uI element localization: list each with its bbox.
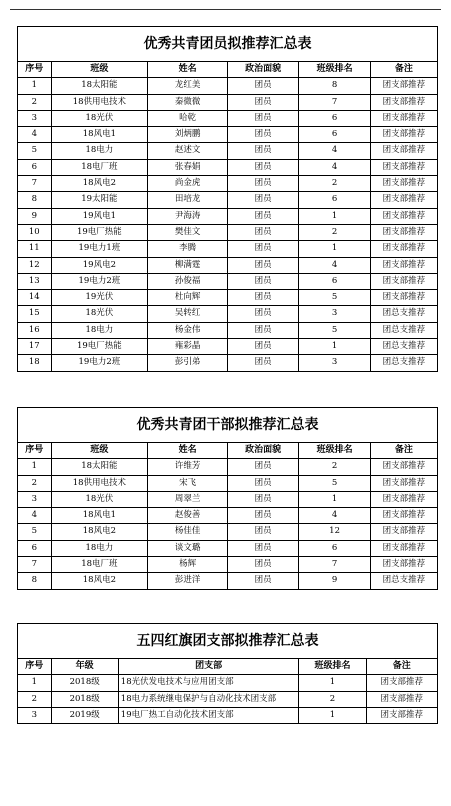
header-row [18,659,438,675]
table-cell: 2019级 [51,707,118,723]
table-cell: 19电厂热能 [51,339,148,355]
table-cell: 18电力 [51,322,148,338]
table-cell: 团员 [227,143,298,159]
table-cell: 1 [299,339,370,355]
column-header: 团支部 [118,659,299,675]
excellent-member-table [17,26,438,372]
table-row [18,355,438,371]
table-cell: 团员 [227,94,298,110]
table-cell: 18电厂班 [51,557,148,573]
table-cell: 雍彩晶 [148,339,228,355]
table-row [18,491,438,507]
table-cell: 团支部推荐 [370,273,437,289]
table-row [18,176,438,192]
table-cell: 团员 [227,573,298,589]
column-header: 政治面貌 [227,443,298,459]
table-cell: 2 [18,475,52,491]
table-cell: 杨佳佳 [148,524,228,540]
table-row [18,557,438,573]
table-row [18,224,438,240]
table-cell: 7 [299,94,370,110]
table-cell: 14 [18,290,52,306]
table-cell: 4 [299,257,370,273]
table-cell: 团员 [227,159,298,175]
column-header: 班级排名 [299,659,366,675]
table-cell: 19电厂热工自动化技术团支部 [118,707,299,723]
table-cell: 团支部推荐 [370,192,437,208]
table-cell: 杜向辉 [148,290,228,306]
table-cell: 团支部推荐 [370,540,437,556]
column-header: 班级 [51,62,148,78]
table-cell: 18风电2 [51,573,148,589]
table-cell: 团员 [227,322,298,338]
table-cell: 团总支推荐 [370,573,437,589]
table-row [18,524,438,540]
table-cell: 12 [18,257,52,273]
table-cell: 6 [299,127,370,143]
table-cell: 2 [18,94,52,110]
table-row [18,94,438,110]
table-cell: 18光伏 [51,491,148,507]
table-cell: 团支部推荐 [370,557,437,573]
table-cell: 3 [299,306,370,322]
table-cell: 18光伏 [51,110,148,126]
table-cell: 3 [18,491,52,507]
table-cell: 18光伏 [51,306,148,322]
table-cell: 18电力 [51,143,148,159]
table-cell: 2018级 [51,675,118,691]
table-row [18,508,438,524]
table-cell: 18供用电技术 [51,94,148,110]
table-cell: 6 [299,540,370,556]
column-header: 姓名 [148,62,228,78]
table-cell: 18 [18,355,52,371]
table-cell: 团支部推荐 [370,127,437,143]
table-cell: 19电力2班 [51,355,148,371]
table-cell: 李腾 [148,241,228,257]
table-cell: 19风电1 [51,208,148,224]
table-body [18,459,438,589]
table-cell: 孙俊福 [148,273,228,289]
table-cell: 2 [299,459,370,475]
table-cell: 团员 [227,508,298,524]
table-cell: 19风电2 [51,257,148,273]
table-cell: 团员 [227,306,298,322]
table-row [18,143,438,159]
table-cell: 2 [18,691,52,707]
table-cell: 19光伏 [51,290,148,306]
column-header: 备注 [366,659,437,675]
table-cell: 19电厂热能 [51,224,148,240]
table-title: 优秀共青团员拟推荐汇总表 [17,26,438,61]
table-body [18,78,438,371]
table-row [18,192,438,208]
table-cell: 团总支推荐 [370,322,437,338]
table-cell: 18风电2 [51,524,148,540]
table-cell: 1 [299,675,366,691]
table-cell: 3 [18,707,52,723]
table-cell: 6 [299,273,370,289]
table-cell: 2 [299,691,366,707]
table-cell: 18电厂班 [51,159,148,175]
table-cell: 团员 [227,290,298,306]
table-cell: 尚金虎 [148,176,228,192]
table-cell: 9 [18,208,52,224]
table-cell: 团支部推荐 [366,675,437,691]
table-cell: 8 [18,573,52,589]
table-row [18,675,438,691]
table-cell: 谈文璐 [148,540,228,556]
table-cell: 4 [18,127,52,143]
column-header: 序号 [18,659,52,675]
table-cell: 5 [18,143,52,159]
table-row [18,707,438,723]
table-cell: 团支部推荐 [370,241,437,257]
table-cell: 柳满霆 [148,257,228,273]
table-cell: 18太阳能 [51,78,148,94]
table-row [18,322,438,338]
table-cell: 16 [18,322,52,338]
table-cell: 10 [18,224,52,240]
column-header: 政治面貌 [227,62,298,78]
table-cell: 团支部推荐 [370,110,437,126]
table-row [18,475,438,491]
table-cell: 6 [18,159,52,175]
table-row [18,573,438,589]
red-flag-branch-table [17,623,438,724]
table-cell: 团支部推荐 [370,491,437,507]
table-cell: 团员 [227,355,298,371]
table-cell: 团员 [227,208,298,224]
table-cell: 18太阳能 [51,459,148,475]
table-row [18,241,438,257]
table-cell: 11 [18,241,52,257]
table-cell: 团支部推荐 [370,459,437,475]
table-cell: 7 [18,557,52,573]
table-cell: 团支部推荐 [370,508,437,524]
table-cell: 8 [299,78,370,94]
table-cell: 8 [18,192,52,208]
table-cell: 5 [299,290,370,306]
table-cell: 1 [299,707,366,723]
table-row [18,257,438,273]
table-cell: 团员 [227,459,298,475]
table-cell: 团员 [227,475,298,491]
table-row [18,339,438,355]
table-cell: 赵述文 [148,143,228,159]
table-cell: 6 [299,192,370,208]
table-cell: 5 [18,524,52,540]
table-cell: 团员 [227,127,298,143]
table-row [18,459,438,475]
table-cell: 团员 [227,557,298,573]
table-cell: 团员 [227,273,298,289]
table-cell: 4 [18,508,52,524]
table-cell: 团总支推荐 [370,339,437,355]
table-title: 优秀共青团干部拟推荐汇总表 [17,407,438,442]
table-cell: 5 [299,322,370,338]
table-row [18,306,438,322]
table-cell: 团支部推荐 [370,524,437,540]
excellent-cadre-table [17,407,438,590]
table-cell: 18风电1 [51,508,148,524]
table-cell: 龙红美 [148,78,228,94]
table-cell: 1 [299,208,370,224]
table-cell: 7 [18,176,52,192]
column-header: 班级 [51,443,148,459]
table-cell: 1 [299,491,370,507]
table-cell: 团支部推荐 [370,224,437,240]
table-cell: 18风电2 [51,176,148,192]
table-cell: 19太阳能 [51,192,148,208]
table-cell: 2 [299,224,370,240]
table-cell: 团员 [227,339,298,355]
table-cell: 18电力系统继电保护与自动化技术团支部 [118,691,299,707]
table-cell: 6 [299,110,370,126]
table-cell: 18光伏发电技术与应用团支部 [118,675,299,691]
table-title: 五四红旗团支部拟推荐汇总表 [17,623,438,658]
table-cell: 团总支推荐 [370,306,437,322]
table-cell: 团员 [227,192,298,208]
table-cell: 19电力1班 [51,241,148,257]
table-cell: 团支部推荐 [370,475,437,491]
table-cell: 1 [18,675,52,691]
table-cell: 6 [18,540,52,556]
table-cell: 赵俊善 [148,508,228,524]
table-cell: 哈乾 [148,110,228,126]
table-cell: 9 [299,573,370,589]
table-row [18,290,438,306]
table-cell: 张春娟 [148,159,228,175]
table-cell: 1 [18,78,52,94]
table-cell: 团员 [227,110,298,126]
table-cell: 团支部推荐 [370,257,437,273]
table-cell: 18供用电技术 [51,475,148,491]
table-cell: 彭进洋 [148,573,228,589]
table-cell: 吴转红 [148,306,228,322]
table-cell: 1 [18,459,52,475]
table-cell: 杨辉 [148,557,228,573]
table-cell: 17 [18,339,52,355]
column-header: 姓名 [148,443,228,459]
table-row [18,127,438,143]
column-header: 班级排名 [299,62,370,78]
table-cell: 3 [299,355,370,371]
table-cell: 4 [299,159,370,175]
table-cell: 3 [18,110,52,126]
table-cell: 杨金伟 [148,322,228,338]
data-table [17,61,438,372]
data-table [17,658,438,724]
column-header: 班级排名 [299,443,370,459]
table-row [18,78,438,94]
table-cell: 团支部推荐 [370,143,437,159]
table-row [18,273,438,289]
table-cell: 5 [299,475,370,491]
table-cell: 18电力 [51,540,148,556]
table-row [18,110,438,126]
table-cell: 团员 [227,241,298,257]
table-cell: 彭引弟 [148,355,228,371]
table-cell: 团支部推荐 [370,94,437,110]
column-header: 备注 [370,443,437,459]
table-cell: 12 [299,524,370,540]
table-cell: 团总支推荐 [370,355,437,371]
column-header: 备注 [370,62,437,78]
table-cell: 团支部推荐 [366,691,437,707]
table-cell: 团员 [227,540,298,556]
table-cell: 团支部推荐 [370,290,437,306]
data-table [17,442,438,590]
table-row [18,208,438,224]
table-cell: 刘炳鹏 [148,127,228,143]
table-cell: 4 [299,508,370,524]
column-header: 序号 [18,443,52,459]
table-cell: 尹海涛 [148,208,228,224]
table-cell: 18风电1 [51,127,148,143]
table-cell: 团员 [227,524,298,540]
page-top-rule [10,9,441,10]
table-cell: 4 [299,143,370,159]
table-row [18,691,438,707]
table-row [18,540,438,556]
table-cell: 15 [18,306,52,322]
table-cell: 团支部推荐 [366,707,437,723]
table-cell: 13 [18,273,52,289]
header-row [18,443,438,459]
table-cell: 团支部推荐 [370,78,437,94]
table-cell: 宋飞 [148,475,228,491]
table-cell: 1 [299,241,370,257]
table-cell: 团员 [227,257,298,273]
table-cell: 团员 [227,491,298,507]
header-row [18,62,438,78]
table-cell: 周翠兰 [148,491,228,507]
table-cell: 7 [299,557,370,573]
table-cell: 2018级 [51,691,118,707]
table-cell: 团员 [227,224,298,240]
table-cell: 19电力2班 [51,273,148,289]
table-cell: 田培龙 [148,192,228,208]
table-cell: 团员 [227,176,298,192]
table-body [18,675,438,724]
table-cell: 团支部推荐 [370,159,437,175]
table-cell: 许维芳 [148,459,228,475]
table-cell: 樊佳文 [148,224,228,240]
table-cell: 2 [299,176,370,192]
column-header: 年级 [51,659,118,675]
table-cell: 秦微微 [148,94,228,110]
table-cell: 团支部推荐 [370,208,437,224]
table-cell: 团支部推荐 [370,176,437,192]
column-header: 序号 [18,62,52,78]
table-row [18,159,438,175]
table-cell: 团员 [227,78,298,94]
